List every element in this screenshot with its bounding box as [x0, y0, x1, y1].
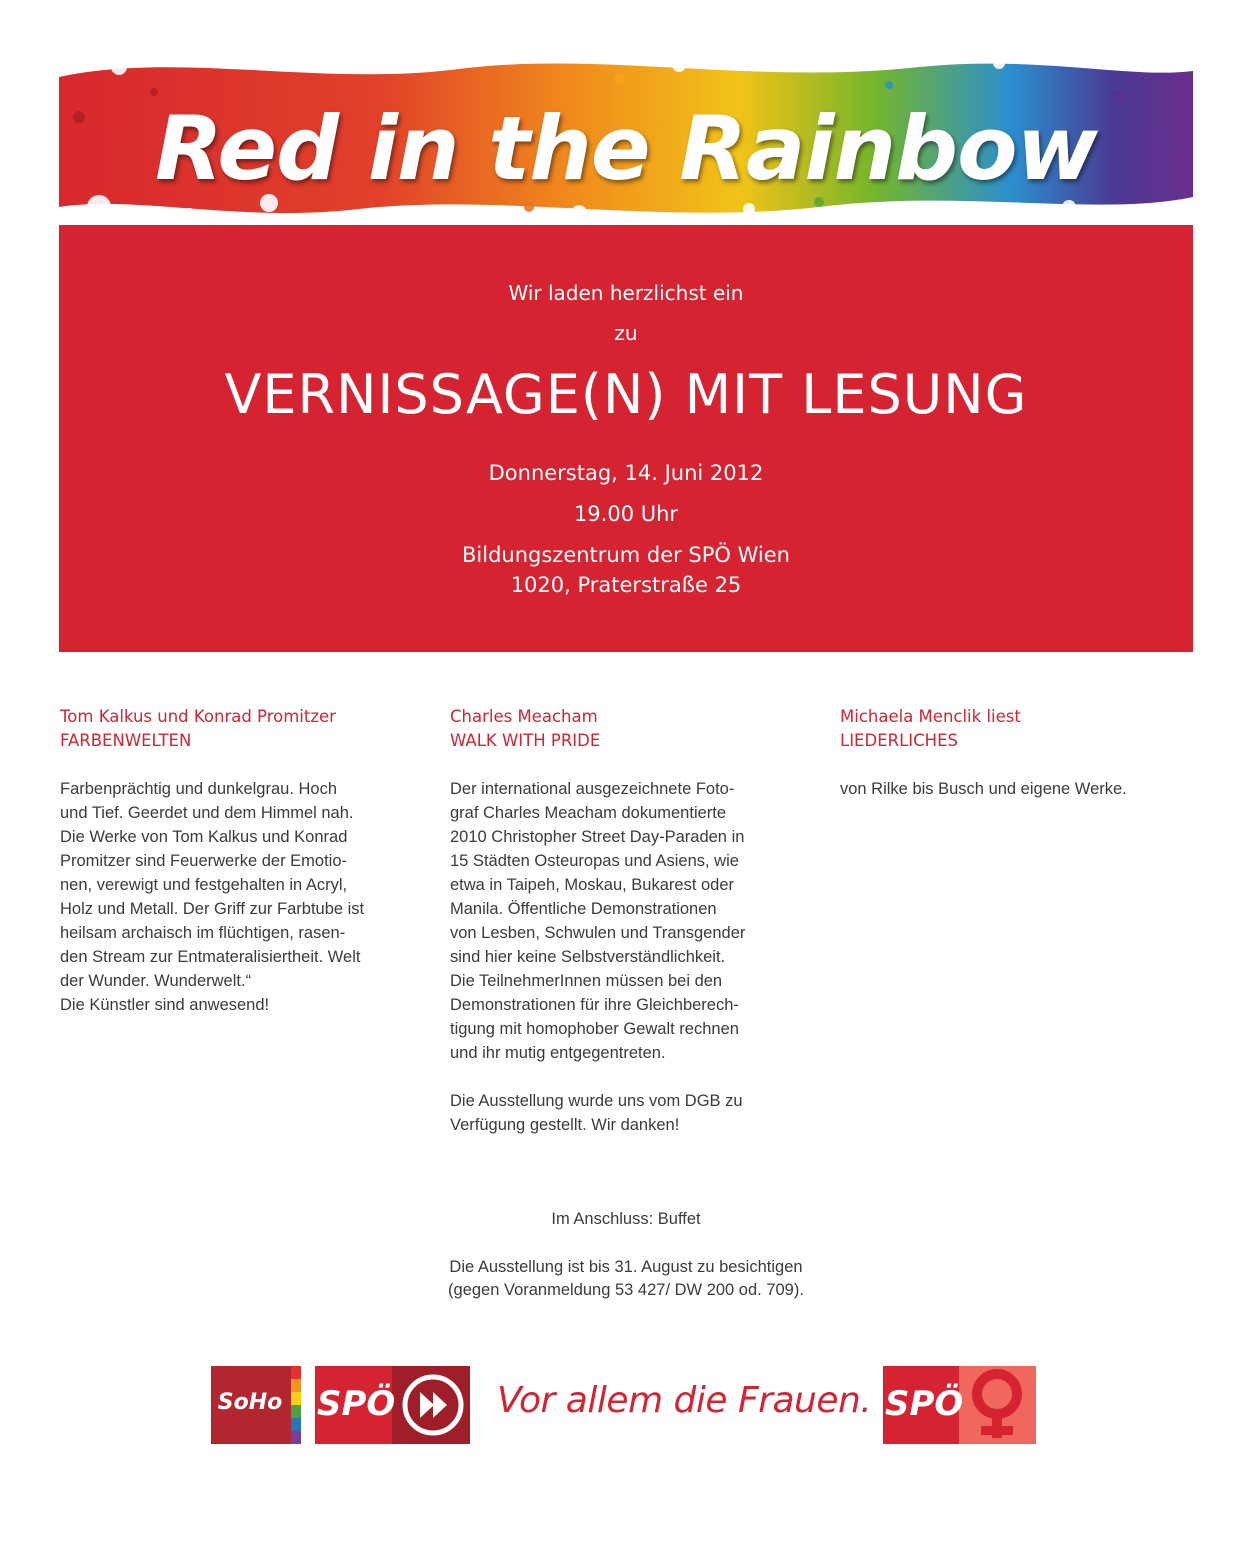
soho-logo	[211, 1366, 301, 1444]
female-symbol-icon	[959, 1366, 1036, 1444]
spo-logo-text: SPÖ	[885, 1384, 964, 1424]
body-line: heilsam archaisch im flüchtigen, rasen-	[60, 924, 346, 942]
rainbow-stripe-icon	[291, 1366, 301, 1444]
column-body	[60, 777, 420, 1017]
artist-name: Tom Kalkus und Konrad Promitzer	[60, 707, 336, 726]
body-line: den Stream zur Entmateralisiertheit. Welt	[60, 948, 361, 966]
program-column-liederliches	[840, 705, 1180, 801]
spo-wien-logo	[315, 1366, 470, 1444]
exhibition-dates: Die Ausstellung ist bis 31. August zu besichtigen	[449, 1258, 803, 1276]
event-title: VERNISSAGE(N) MIT LESUNG	[224, 363, 1028, 426]
body-line: Verfügung gestellt. Wir danken!	[450, 1116, 680, 1134]
body-line: 2010 Christopher Street Day-Paraden in	[450, 828, 745, 846]
work-title: WALK WITH PRIDE	[450, 731, 601, 750]
column-body	[840, 777, 1180, 801]
artist-name: Charles Meacham	[450, 707, 598, 726]
body-line: tigung mit homophober Gewalt rechnen	[450, 1020, 739, 1038]
work-title: FARBENWELTEN	[60, 731, 192, 750]
program-column-walk-with-pride	[450, 705, 795, 1137]
body-line: der Wunder. Wunderwelt.“	[60, 972, 252, 990]
body-line: Die Ausstellung wurde uns vom DGB zu	[450, 1092, 743, 1110]
body-line: Holz und Metall. Der Griff zur Farbtube ist	[60, 900, 365, 918]
body-line: sind hier keine Selbstverständlichkeit.	[450, 948, 726, 966]
slogan: Vor allem die Frauen.	[497, 1380, 872, 1421]
body-line: etwa in Taipeh, Moskau, Bukarest oder	[450, 876, 735, 894]
program-column-farbenwelten	[60, 705, 420, 1017]
invite-text: Wir laden herzlichst ein	[508, 281, 744, 305]
body-line: Farbenprächtig und dunkelgrau. Hoch	[60, 780, 338, 798]
spo-logo-text: SPÖ	[317, 1384, 396, 1424]
sponsor-logos	[0, 1366, 1252, 1446]
invitation-panel	[59, 225, 1193, 652]
column-body	[450, 777, 795, 1137]
body-line: Promitzer sind Feuerwerke der Emotio-	[60, 852, 348, 870]
body-line: und Tief. Geerdet und dem Himmel nah.	[60, 804, 354, 822]
body-line: nen, verewigt und festgehalten in Acryl,	[60, 876, 348, 894]
body-line: 15 Städten Osteuropas und Asiens, wie	[450, 852, 739, 870]
invite-zu: zu	[614, 321, 638, 345]
event-date: Donnerstag, 14. Juni 2012	[488, 461, 764, 485]
exhibition-note	[0, 1256, 1252, 1302]
event-time: 19.00 Uhr	[573, 502, 679, 526]
work-title: LIEDERLICHES	[840, 731, 958, 750]
body-line: von Rilke bis Busch und eigene Werke.	[840, 780, 1127, 798]
artist-name: Michaela Menclik liest	[840, 707, 1021, 726]
body-line: und ihr mutig entgegentreten.	[450, 1044, 666, 1062]
body-line: von Lesben, Schwulen und Transgender	[450, 924, 746, 942]
event-venue: Bildungszentrum der SPÖ Wien	[462, 543, 790, 567]
forward-arrows-icon	[400, 1372, 466, 1438]
body-line: Die Werke von Tom Kalkus und Konrad	[60, 828, 348, 846]
body-line: graf Charles Meacham dokumentierte	[450, 804, 727, 822]
spo-frauen-logo	[883, 1366, 1036, 1444]
body-line: Manila. Öffentliche Demonstrationen	[450, 900, 717, 918]
body-line: Demonstrationen für ihre Gleichberech-	[450, 996, 739, 1014]
body-line: Der international ausgezeichnete Foto-	[450, 780, 735, 798]
body-line: Die TeilnehmerInnen müssen bei den	[450, 972, 723, 990]
buffet-note: Im Anschluss: Buffet	[551, 1210, 701, 1228]
banner-title: Red in the Rainbow	[155, 97, 1097, 200]
body-line: Die Künstler sind anwesend!	[60, 996, 270, 1014]
event-address: 1020, Praterstraße 25	[510, 573, 742, 597]
soho-logo-text: SoHo	[217, 1390, 283, 1415]
exhibition-registration: (gegen Voranmeldung 53 427/ DW 200 od. 709).	[448, 1281, 804, 1299]
rainbow-banner	[59, 57, 1193, 225]
